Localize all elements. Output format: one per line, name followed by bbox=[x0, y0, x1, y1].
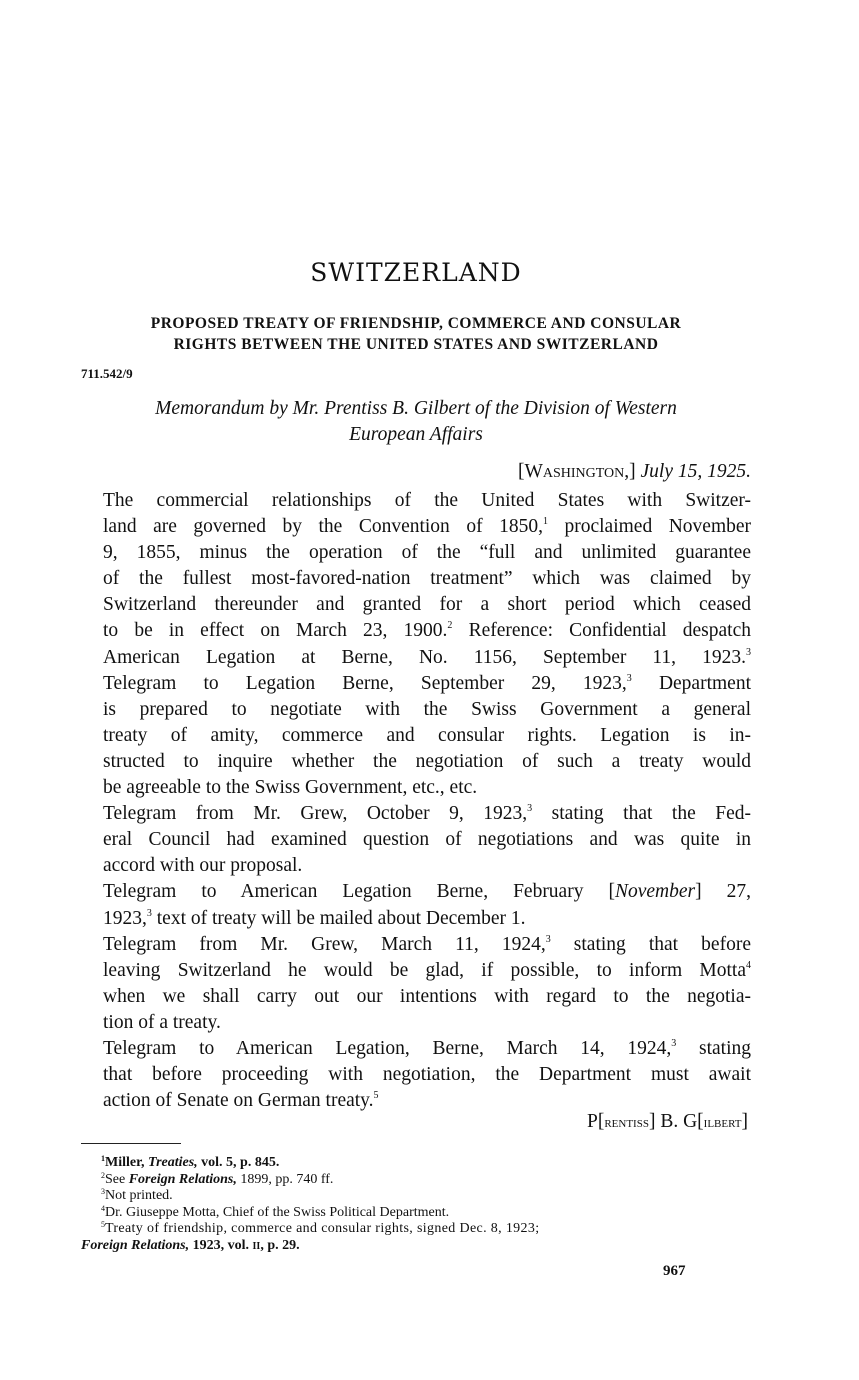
text-line: 9, 1855, minus the operation of the “full and unlimited guarantee bbox=[103, 542, 751, 564]
memo-title-line-1: Memorandum by Mr. Prentiss B. Gilbert of the Division of Western bbox=[155, 398, 677, 419]
memo-title bbox=[81, 396, 751, 448]
text-line: Telegram to American Legation, Berne, March 14, 1924,$^3$ stating bbox=[103, 1037, 752, 1059]
paragraph-2 bbox=[81, 671, 751, 801]
paragraph-6 bbox=[81, 1036, 751, 1114]
footnote-divider bbox=[81, 1143, 181, 1144]
footnote-5-continued: Foreign Relations, 1923, vol. ii, p. 29. bbox=[81, 1237, 300, 1253]
country-heading: SWITZERLAND bbox=[310, 258, 522, 287]
text-line: Telegram to American Legation Berne, February [November] 27, bbox=[103, 881, 751, 903]
paragraph-5 bbox=[81, 932, 751, 1036]
document-page bbox=[81, 0, 751, 1380]
text-line: treaty of amity, commerce and consular rights. Legation is in- bbox=[103, 724, 751, 746]
footnote-3: $^3$Not printed. bbox=[101, 1187, 173, 1203]
footnote-ref: 3 bbox=[746, 646, 751, 658]
text-line: 1923,$^3$ text of treaty will be mailed about December 1. bbox=[103, 907, 526, 929]
text-line: of the fullest most-favored-nation treatment” which was claimed by bbox=[103, 568, 751, 590]
dateline-date: July 15, 1925. bbox=[640, 461, 751, 482]
footnote-ref: 3 bbox=[545, 933, 551, 945]
file-number: 711.542/9 bbox=[81, 366, 133, 381]
text-line: when we shall carry out our intentions with regard to the negotia- bbox=[103, 985, 751, 1007]
footnote-ref: 4 bbox=[746, 959, 751, 971]
signature: P[rentiss] B. G[ilbert] bbox=[586, 1111, 748, 1132]
subject-heading bbox=[81, 313, 751, 355]
text-line: tion of a treaty. bbox=[103, 1011, 221, 1033]
text-line: Telegram to Legation Berne, September 29, 1923,$^3$ Department bbox=[103, 672, 751, 694]
footnote-4: $^4$Dr. Giuseppe Motta, Chief of the Swiss Political Department. bbox=[101, 1203, 450, 1220]
text-line: The commercial relationships of the United States with Switzer- bbox=[103, 490, 751, 511]
footnote-ref: 3 bbox=[626, 672, 632, 684]
footnotes bbox=[81, 1155, 751, 1254]
memo-body bbox=[81, 488, 751, 1114]
text-line: structed to inquire whether the negotiation of such a treaty would bbox=[103, 750, 751, 772]
footnote-ref: 2 bbox=[447, 620, 453, 632]
memo-title-line-2: European Affairs bbox=[349, 424, 483, 445]
text-line: Switzerland thereunder and granted for a short period which ceased bbox=[103, 594, 751, 616]
text-line: eral Council had examined question of negotiations and was quite in bbox=[103, 829, 751, 851]
paragraph-4 bbox=[81, 879, 751, 931]
footnote-ref: 3 bbox=[671, 1037, 677, 1049]
dateline-place: Washington bbox=[524, 461, 625, 482]
page-number: 967 bbox=[663, 1263, 686, 1279]
footnote-ref: 3 bbox=[527, 803, 533, 815]
text-line: is prepared to negotiate with the Swiss Government a general bbox=[103, 698, 751, 720]
footnote-2: $^2$See Foreign Relations, 1899, pp. 740 ff. bbox=[101, 1170, 334, 1187]
text-line: that before proceeding with negotiation, the Department must await bbox=[103, 1064, 751, 1086]
text-line: American Legation at Berne, No. 1156, September 11, 1923.$^3$ bbox=[103, 646, 751, 668]
text-line: Telegram from Mr. Grew, March 11, 1924,$^3$ stating that before bbox=[103, 933, 751, 955]
text-line: Telegram from Mr. Grew, October 9, 1923,$^3$ stating that the Fed- bbox=[103, 803, 751, 825]
text-line: land are governed by the Convention of 1850,$^1$ proclaimed November bbox=[103, 516, 752, 538]
subject-line-1: PROPOSED TREATY OF FRIENDSHIP, COMMERCE AND CONSULAR bbox=[150, 315, 682, 332]
footnote-ref: 1 bbox=[542, 516, 548, 528]
footnote-1: $^1$Miller, Treaties, vol. 5, p. 845. bbox=[101, 1154, 280, 1170]
text-line: accord with our proposal. bbox=[103, 855, 303, 877]
footnote-ref: 3 bbox=[146, 907, 152, 919]
dateline: [Washington,] July 15, 1925. bbox=[517, 461, 751, 482]
text-line: be agreeable to the Swiss Government, etc., etc. bbox=[103, 777, 478, 799]
subject-line-2: RIGHTS BETWEEN THE UNITED STATES AND SWITZERLAND bbox=[173, 336, 659, 353]
footnote-ref: 5 bbox=[373, 1090, 379, 1102]
text-line: leaving Switzerland he would be glad, if possible, to inform Motta$^4$ bbox=[103, 959, 751, 981]
footnote-5: $^5$Treaty of friendship, commerce and consular rights, signed Dec. 8, 1923; bbox=[101, 1220, 540, 1236]
text-line: action of Senate on German treaty.$^5$ bbox=[103, 1090, 379, 1112]
paragraph-3 bbox=[81, 801, 751, 879]
paragraph-1 bbox=[81, 488, 751, 671]
text-line: to be in effect on March 23, 1900.$^2$ Reference: Confidential despatch bbox=[103, 620, 751, 642]
